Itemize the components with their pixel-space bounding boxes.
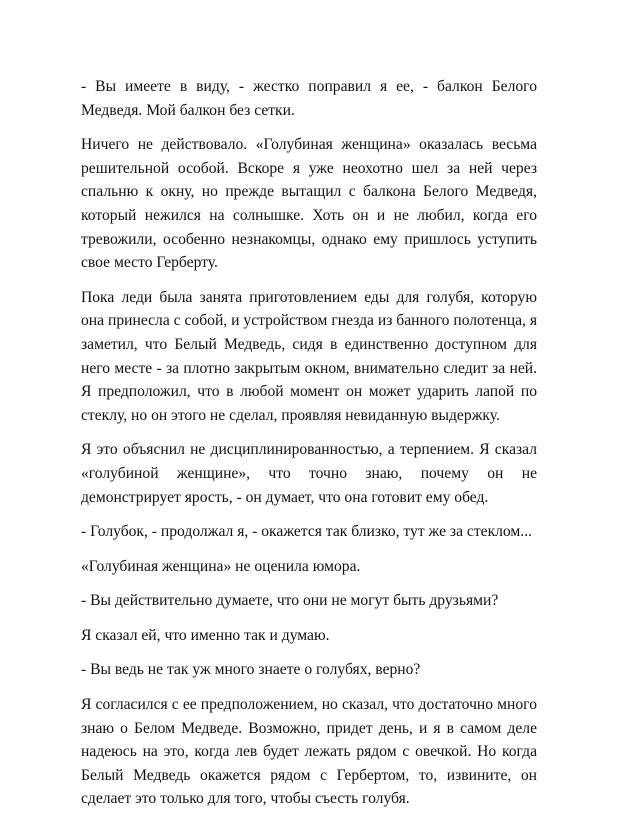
paragraph: - Вы действительно думаете, что они не могут быть друзьями? xyxy=(81,592,499,610)
paragraph: Я согласился с ее предположением, но сказал, что достаточно много знаю о Белом Медведе. Возможно, придет день, и я в самом деле надеюсь на это, когда лев будет лежать рядом с овечкой. Но когда Белый Медведь окажется рядом с Гербертом, то, извините, он сделает это только для того, чтобы съесть голубя. xyxy=(81,696,537,808)
paragraph: - Голубок, - продолжал я, - окажется так близко, тут же за стеклом... xyxy=(81,523,532,541)
paragraph: Ничего не действовало. «Голубиная женщина» оказалась весьма решительной особой. Вскоре я уже неохотно шел за ней через спальню к окну, но прежде вытащил с балкона Белого Медведя, который нежился на солнышке. Хоть он и не любил, когда его тревожили, особенно незнакомцы, однако ему пришлось уступить свое место Герберту. xyxy=(81,136,537,272)
paragraph: Я это объяснил не дисциплинированностью, а терпением. Я сказал «голубиной женщине», что точно знаю, почему он не демонстрирует ярость, - он думает, что она готовит ему обед. xyxy=(81,441,537,506)
paragraph: - Вы ведь не так уж много знаете о голубях, верно? xyxy=(81,661,421,679)
body-text xyxy=(81,75,537,822)
paragraph: Я сказал ей, что именно так и думаю. xyxy=(81,626,330,644)
paragraph: Пока леди была занята приготовлением еды для голубя, которую она принесла с собой, и устройством гнезда из банного полотенца, я заметил, что Белый Медведь, сидя в единственно доступном для него месте - за плотно закрытым окном, внимательно следит за ней. Я предположил, что в любой момент он может ударить лапой по стеклу, но он этого не сделал, проявляя невиданную выдержку. xyxy=(81,288,537,424)
paragraph: - Вы имеете в виду, - жестко поправил я ее, - балкон Белого Медведя. Мой балкон без сетки. xyxy=(81,78,537,119)
paragraph: «Голубиная женщина» не оценила юмора. xyxy=(81,557,361,575)
